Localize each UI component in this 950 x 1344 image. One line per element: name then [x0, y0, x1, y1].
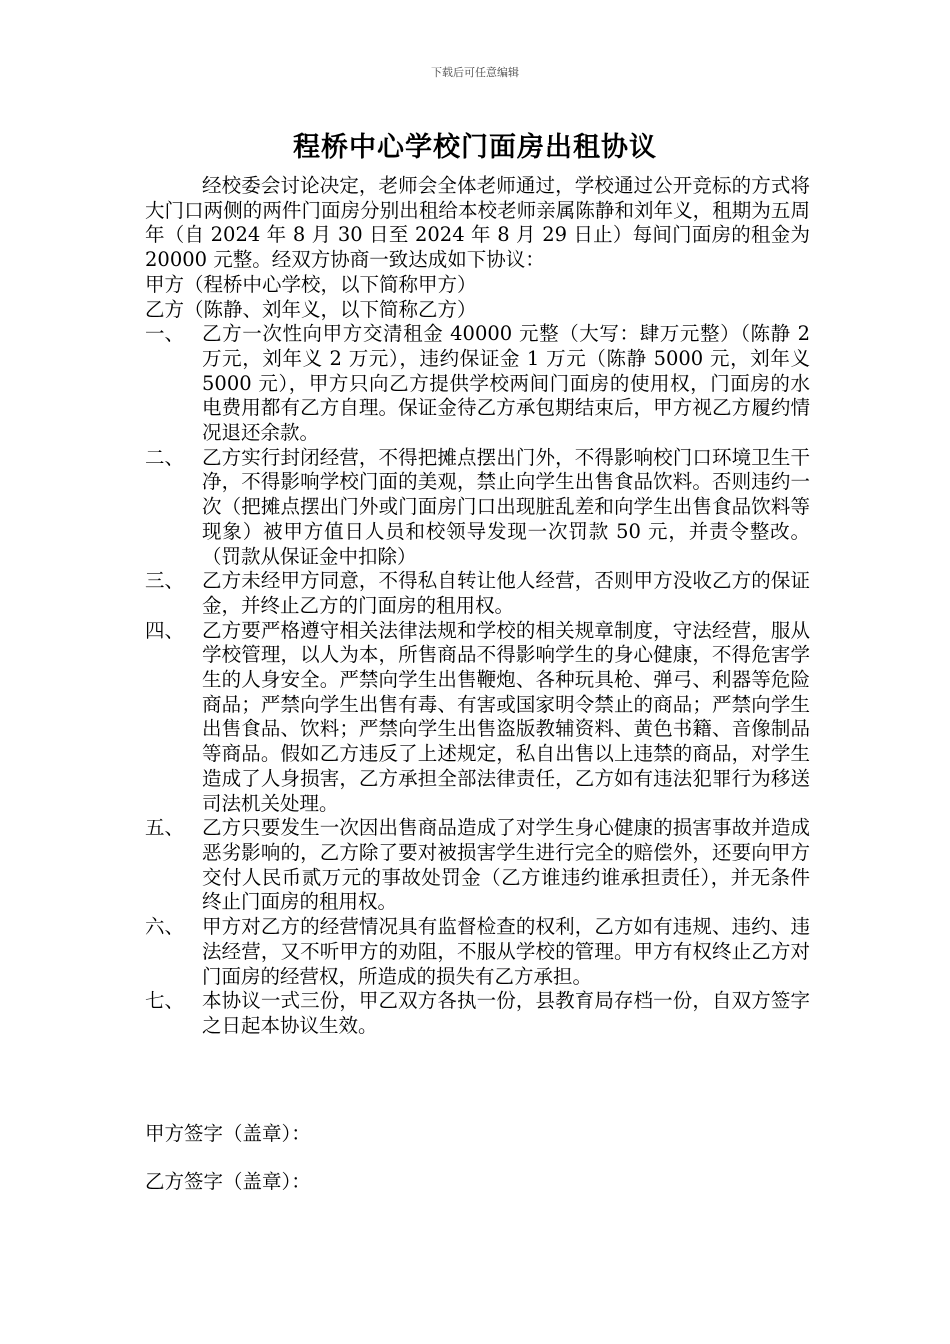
- clause-text: 乙方一次性向甲方交清租金 40000 元整（大写：肆万元整）（陈静 2 万元，刘年义 2 万元），违约保证金 1 万元（陈静 5000 元，刘年义 5000 元），甲方只向乙方提供学校两间门面房的使用权，门面房的水电费用都有乙方自理。保证金待乙方承包期结束后，甲方视乙方履约情况退还余款。: [202, 322, 810, 445]
- clause-number: 二、: [145, 445, 185, 469]
- clause-4: [145, 619, 810, 817]
- clause-number: 七、: [145, 989, 185, 1013]
- document-title: 程桥中心学校门面房出租协议: [293, 132, 657, 163]
- page-header-note: 下载后可任意编辑: [431, 66, 519, 79]
- clause-number: 一、: [145, 322, 185, 346]
- party-b-signature-line: 乙方签字（盖章）：: [145, 1170, 311, 1193]
- clause-text: 乙方只要发生一次因出售商品造成了对学生身心健康的损害事故并造成恶劣影响的，乙方除了要对被损害学生进行完全的赔偿外，还要向甲方交付人民币贰万元的事故处罚金（乙方谁违约谁承担责任），并无条件终止门面房的租用权。: [202, 816, 810, 914]
- clause-text: 乙方未经甲方同意，不得私自转让他人经营，否则甲方没收乙方的保证金，并终止乙方的门面房的租用权。: [202, 569, 810, 617]
- clause-number: 六、: [145, 915, 185, 939]
- party-b-line: 乙方（陈静、刘年义，以下简称乙方）: [145, 297, 477, 321]
- clause-5: [145, 816, 810, 915]
- clause-1: [145, 322, 810, 446]
- clause-7: [145, 989, 810, 1038]
- clause-text: 本协议一式三份，甲乙双方各执一份，县教育局存档一份，自双方签字之日起本协议生效。: [202, 989, 810, 1037]
- clause-3: [145, 569, 810, 618]
- clause-6: [145, 915, 810, 989]
- party-a-signature-line: 甲方签字（盖章）：: [145, 1122, 311, 1145]
- clause-text: 乙方实行封闭经营，不得把摊点摆出门外，不得影响校门口环境卫生干净，不得影响学校门面的美观，禁止向学生出售食品饮料。否则违约一次（把摊点摆出门外或门面房门口出现脏乱差和向学生出售食品饮料等现象）被甲方值日人员和校领导发现一次罚款 50 元，并责令整改。（罚款从保证金中扣除）: [202, 445, 810, 568]
- clause-2: [145, 446, 810, 570]
- document-body: [145, 174, 810, 1039]
- intro-paragraph: 经校委会讨论决定，老师会全体老师通过，学校通过公开竞标的方式将大门口两侧的两件门面房分别出租给本校老师亲属陈静和刘年义，租期为五周年（自 2024 年 8 月 30 日至 2024 年 8 月 29 日止）每间门面房的租金为 20000 元整。经双方协商一致达成如下协议：: [145, 174, 810, 272]
- clause-number: 五、: [145, 816, 185, 840]
- party-a-line: 甲方（程桥中心学校，以下简称甲方）: [145, 272, 477, 296]
- clause-number: 三、: [145, 569, 185, 593]
- clause-text: 甲方对乙方的经营情况具有监督检查的权利，乙方如有违规、违约、违法经营，又不听甲方的劝阻，不服从学校的管理。甲方有权终止乙方对门面房的经营权，所造成的损失有乙方承担。: [202, 915, 810, 988]
- clause-number: 四、: [145, 618, 185, 642]
- clause-text: 乙方要严格遵守相关法律法规和学校的相关规章制度，守法经营，服从学校管理，以人为本，所售商品不得影响学生的身心健康，不得危害学生的人身安全。严禁向学生出售鞭炮、各种玩具枪、弹弓、利器等危险商品；严禁向学生出售有毒、有害或国家明令禁止的商品；严禁向学生出售食品、饮料；严禁向学生出售盗版教辅资料、黄色书籍、音像制品等商品。假如乙方违反了上述规定，私自出售以上违禁的商品，对学生造成了人身损害，乙方承担全部法律责任，乙方如有违法犯罪行为移送司法机关处理。: [202, 618, 810, 815]
